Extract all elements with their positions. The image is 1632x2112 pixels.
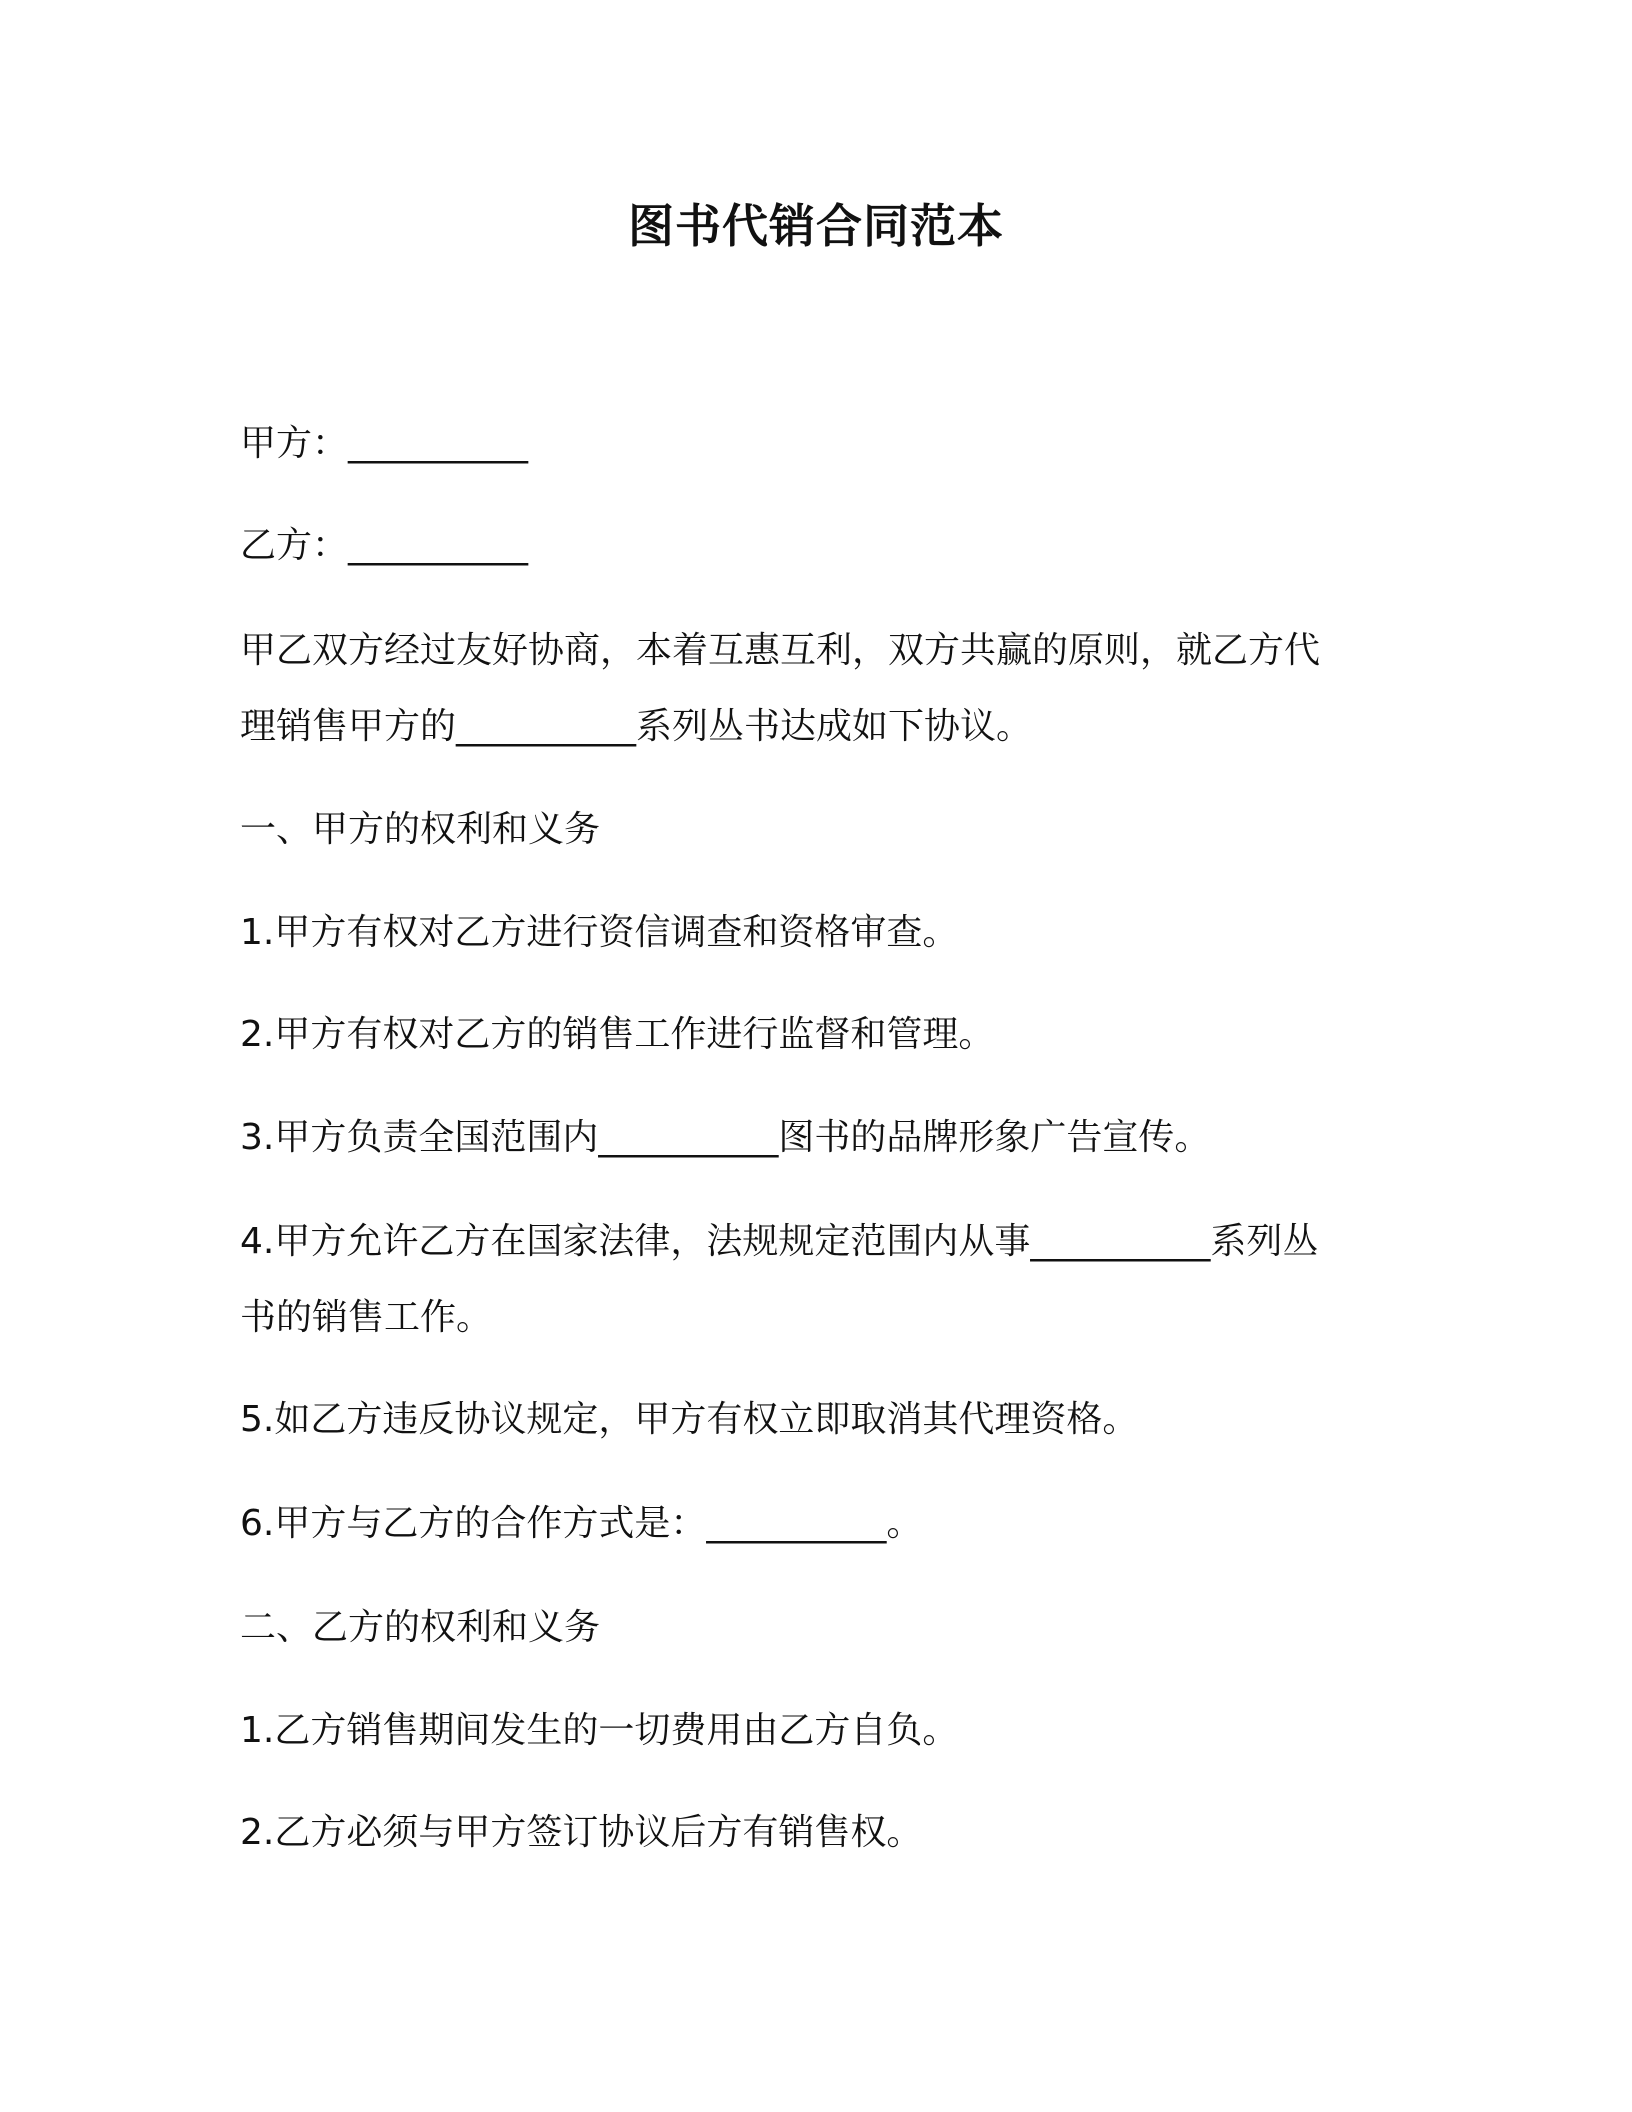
section-heading-party-b: 二、乙方的权利和义务: [240, 1607, 601, 1648]
clause-a-3: 3.甲方负责全国范围内__________图书的品牌形象广告宣传。: [240, 1117, 1211, 1158]
section-heading-party-a: 一、甲方的权利和义务: [240, 809, 601, 850]
clause-a-5: 5.如乙方违反协议规定，甲方有权立即取消其代理资格。: [240, 1399, 1139, 1440]
clause-b-1: 1.乙方销售期间发生的一切费用由乙方自负。: [240, 1710, 959, 1751]
clause-a-4-line-2: 书的销售工作。: [240, 1297, 493, 1338]
document-title: 图书代销合同范本: [628, 199, 1004, 253]
clause-a-2: 2.甲方有权对乙方的销售工作进行监督和管理。: [240, 1014, 995, 1055]
party-b-line: 乙方：__________: [240, 525, 529, 566]
clause-b-2: 2.乙方必须与甲方签订协议后方有销售权。: [240, 1812, 923, 1853]
preamble-line-1: 甲乙双方经过友好协商，本着互惠互利，双方共赢的原则，就乙方代: [240, 630, 1321, 671]
clause-a-4-line-1: 4.甲方允许乙方在国家法律，法规规定范围内从事__________系列丛: [240, 1221, 1319, 1262]
clause-a-6: 6.甲方与乙方的合作方式是：__________。: [240, 1503, 923, 1544]
clause-a-1: 1.甲方有权对乙方进行资信调查和资格审查。: [240, 912, 959, 953]
party-a-line: 甲方：__________: [240, 423, 529, 464]
preamble-line-2: 理销售甲方的__________系列丛书达成如下协议。: [240, 706, 1033, 747]
